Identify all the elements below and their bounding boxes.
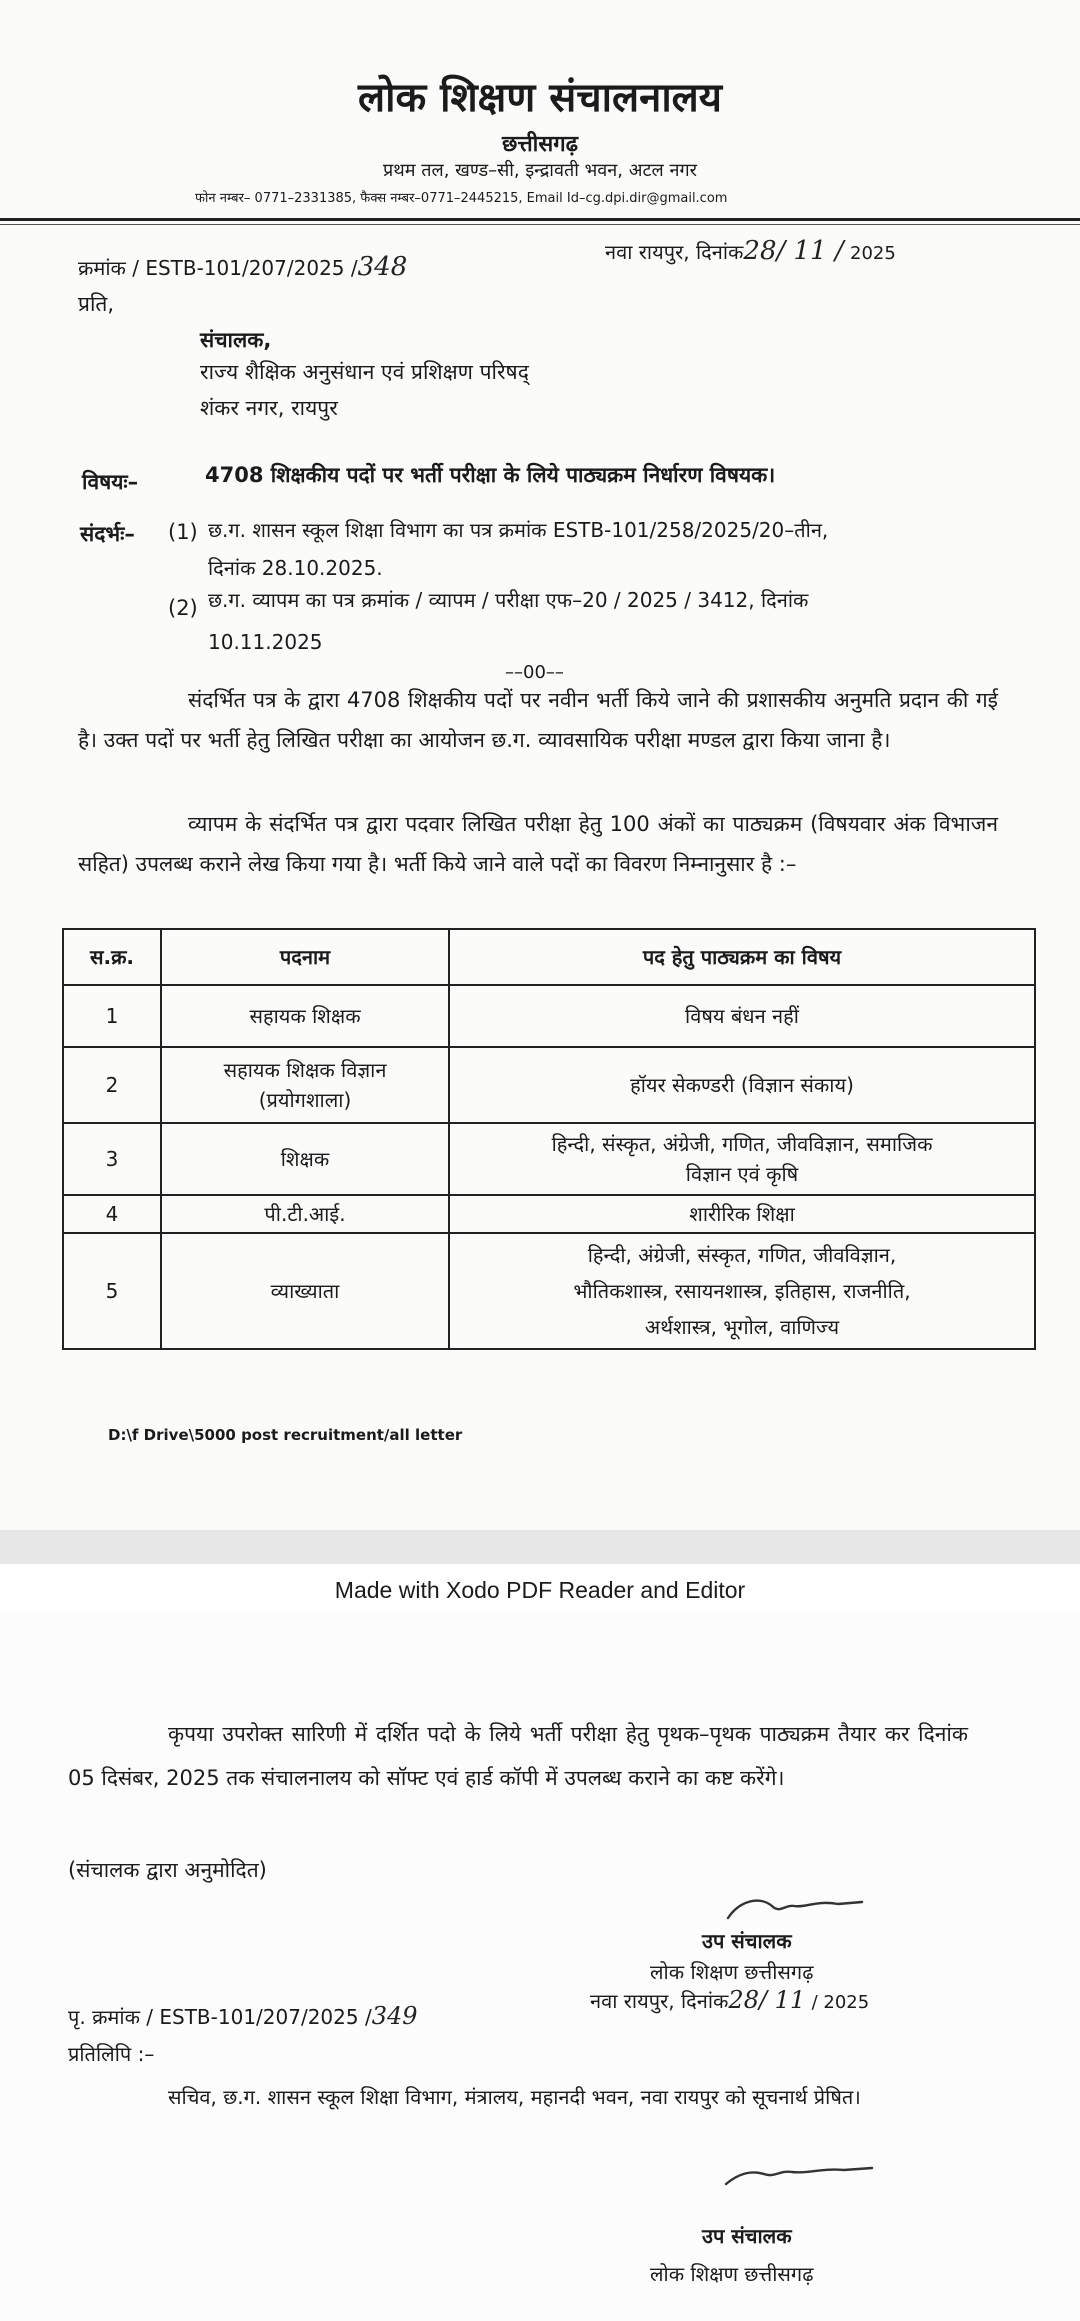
header-rule [0, 218, 1080, 221]
cell-subject-line-1: हिन्दी, अंग्रेजी, संस्कृत, गणित, जीवविज्ञान, [587, 1243, 897, 1267]
reference-2-number: (2) [168, 596, 198, 620]
column-header-sno: स.क्र. [63, 929, 161, 985]
cell-sno: 3 [63, 1123, 161, 1195]
separator: ––00–– [505, 662, 564, 683]
copy-label: प्रतिलिपि :– [68, 2042, 155, 2066]
cell-sno: 1 [63, 985, 161, 1047]
reference-1-line-1: छ.ग. शासन स्कूल शिक्षा विभाग का पत्र क्रमांक ESTB-101/258/2025/20–तीन, [208, 518, 829, 542]
posts-table [62, 928, 1036, 1350]
to-label: प्रति, [78, 292, 115, 316]
endorsement-year: / 2025 [811, 1992, 870, 2013]
date-handwritten: 28/ 11 / [743, 236, 844, 266]
recipient-line-2: राज्य शैक्षिक अनुसंधान एवं प्रशिक्षण परिषद् [200, 360, 529, 384]
reference-2-line-2: 10.11.2025 [208, 630, 323, 654]
signature-2 [720, 2160, 880, 2194]
recipient-line-3: शंकर नगर, रायपुर [200, 396, 338, 420]
recipient-line-1: संचालक, [200, 328, 272, 352]
letter-date [605, 236, 896, 266]
copy-recipient: सचिव, छ.ग. शासन स्कूल शिक्षा विभाग, मंत्रालय, महानदी भवन, नवा रायपुर को सूचनार्थ प्रेषित। [168, 2085, 861, 2109]
reference-number [78, 252, 407, 282]
endorsement-ref-handwritten: 349 [371, 2002, 418, 2030]
cell-sno: 2 [63, 1047, 161, 1123]
cell-subject-line-3: अर्थशास्त्र, भूगोल, वाणिज्य [644, 1315, 840, 1339]
signatory-title: उप संचालक [702, 1929, 792, 1953]
endorsement-date [590, 1986, 869, 2014]
cell-subject-line-2: विज्ञान एवं कृषि [685, 1162, 799, 1186]
cell-post-line-1: सहायक शिक्षक विज्ञान [223, 1058, 387, 1082]
watermark-text: Made with Xodo PDF Reader and Editor [334, 1577, 746, 1603]
org-name: लोक शिक्षण संचालनालय [357, 75, 722, 121]
date-year: 2025 [850, 243, 896, 264]
reference-2-line-1: छ.ग. व्यापम का पत्र क्रमांक / व्यापम / परीक्षा एफ–20 / 2025 / 3412, दिनांक [208, 588, 809, 612]
endorsement-date-handwritten: 28/ 11 [728, 1986, 806, 2014]
reference-1-line-2: दिनांक 28.10.2025. [208, 556, 383, 580]
signatory-org: लोक शिक्षण छत्तीसगढ़ [650, 1960, 814, 1984]
column-header-subject: पद हेतु पाठ्यक्रम का विषय [449, 929, 1035, 985]
cell-sno: 5 [63, 1233, 161, 1349]
cell-post: सहायक शिक्षक [161, 985, 449, 1047]
table-row [63, 1195, 1035, 1233]
column-header-post: पदनाम [161, 929, 449, 985]
paragraph-1: संदर्भित पत्र के द्वारा 4708 शिक्षकीय पदों पर नवीन भर्ती किये जाने की प्रशासकीय अनुमति प्रदान की गई है। उक्त पदों पर भर्ती हेतु लिखित परीक्षा का आयोजन छ.ग. व्यावसायिक परीक्षा मण्डल द्वारा किया जाना है। [78, 688, 998, 752]
cell-post-line-2: (प्रयोगशाला) [258, 1088, 352, 1112]
signatory-title-2: उप संचालक [702, 2224, 792, 2248]
cell-subject-line-2: भौतिकशास्त्र, रसायनशास्त्र, इतिहास, राजनीति, [573, 1279, 911, 1303]
request-paragraph: कृपया उपरोक्त सारिणी में दर्शित पदो के लिये भर्ती परीक्षा हेतु पृथक–पृथक पाठ्यक्रम तैयार कर दिनांक 05 दिसंबर, 2025 तक संचालनालय को सॉफ्ट एवं हार्ड कॉपी में उपलब्ध कराने का कष्ट करेंगे। [68, 1722, 968, 1790]
place-date-prefix: नवा रायपुर, दिनांक [605, 240, 744, 264]
letter-page-2 [0, 1612, 1080, 2321]
file-path: D:\f Drive\5000 post recruitment/all letter [108, 1426, 463, 1444]
cell-sno: 4 [63, 1195, 161, 1233]
reference-number-handwritten: 348 [357, 252, 408, 282]
state-name: छत्तीसगढ़ [502, 132, 578, 157]
cell-subject [449, 1233, 1035, 1349]
endorsement-ref [68, 2002, 418, 2030]
cell-subject-line-1: हिन्दी, संस्कृत, अंग्रेजी, गणित, जीवविज्ञान, समाजिक [551, 1132, 933, 1156]
reference-1-number: (1) [168, 520, 198, 544]
cell-subject: शारीरिक शिक्षा [449, 1195, 1035, 1233]
page-gap [0, 1530, 1080, 1564]
table-row [63, 1123, 1035, 1195]
signatory-org-2: लोक शिक्षण छत्तीसगढ़ [650, 2262, 814, 2286]
approval-note: (संचालक द्वारा अनुमोदित) [68, 1858, 267, 1882]
cell-subject: विषय बंधन नहीं [449, 985, 1035, 1047]
cell-post: पी.टी.आई. [161, 1195, 449, 1233]
table-row [63, 985, 1035, 1047]
cell-post [161, 1047, 449, 1123]
paragraph-2: व्यापम के संदर्भित पत्र द्वारा पदवार लिखित परीक्षा हेतु 100 अंकों का पाठ्यक्रम (विषयवार अंक विभाजन सहित) उपलब्ध कराने लेख किया गया है। भर्ती किये जाने वाले पदों का विवरण निम्नानुसार है :– [78, 812, 998, 876]
cell-subject [449, 1123, 1035, 1195]
endorsement-ref-text: पृ. क्रमांक / ESTB-101/207/2025 / [68, 2005, 372, 2029]
signature-1 [720, 1890, 870, 1930]
reference-number-text: क्रमांक / ESTB-101/207/2025 / [78, 256, 358, 280]
subject-label: विषयः– [82, 470, 139, 494]
table-header-row [63, 929, 1035, 985]
endorsement-date-prefix: नवा रायपुर, दिनांक [590, 1989, 729, 2013]
cell-post: व्याख्याता [161, 1233, 449, 1349]
cell-post: शिक्षक [161, 1123, 449, 1195]
subject-text: 4708 शिक्षकीय पदों पर भर्ती परीक्षा के लिये पाठ्यक्रम निर्धारण विषयक। [205, 463, 776, 487]
header-rule-thin [0, 224, 1080, 225]
reference-label: संदर्भः– [80, 522, 135, 546]
table-row [63, 1047, 1035, 1123]
table-row [63, 1233, 1035, 1349]
office-address: प्रथम तल, खण्ड–सी, इन्द्रावती भवन, अटल नगर [383, 160, 697, 181]
contact-line: फोन नम्बर– 0771–2331385, फैक्स नम्बर–0771–2445215, Email Id–cg.dpi.dir@gmail.com [195, 191, 728, 206]
cell-subject: हॉयर सेकण्डरी (विज्ञान संकाय) [449, 1047, 1035, 1123]
